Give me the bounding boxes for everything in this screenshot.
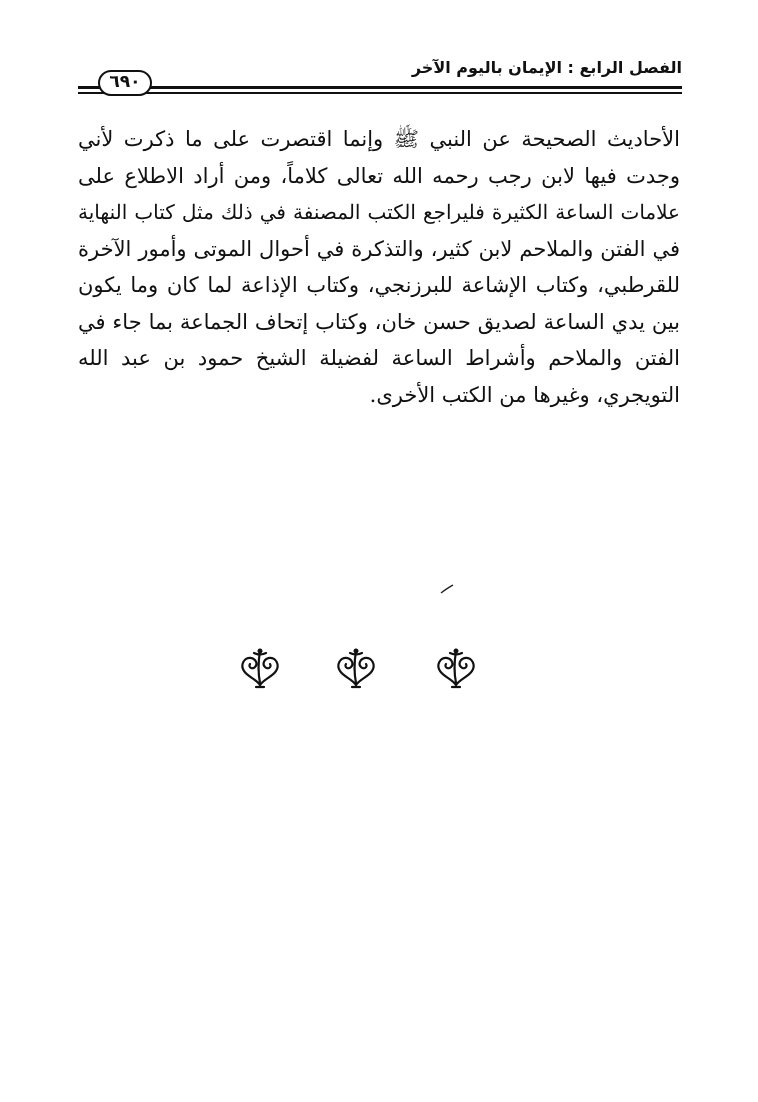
body-line-4: في الفتن والملاحم لابن كثير، والتذكرة في أحوال الموتى وأمور الآخرة <box>78 236 680 261</box>
fleuron-icon <box>332 645 380 691</box>
stray-mark <box>440 584 454 594</box>
body-line-6: بين يدي الساعة لصديق حسن خان، وكتاب إتحاف الجماعة بما جاء في <box>78 309 680 334</box>
section-end-ornaments <box>236 645 486 691</box>
page-header <box>78 56 682 100</box>
body-paragraph <box>78 121 680 413</box>
body-line-1: الأحاديث الصحيحة عن النبي ﷺ وإنما اقتصرت على ما ذكرت لأني <box>78 127 680 151</box>
body-line-3: علامات الساعة الكثيرة فليراجع الكتب المصنفة في ذلك مثل كتاب النهاية <box>78 200 680 224</box>
fleuron-icon <box>236 645 284 691</box>
body-line-7: الفتن والملاحم وأشراط الساعة لفضيلة الشيخ حمود بن عبد الله <box>78 346 681 370</box>
header-rule-thin <box>78 92 682 94</box>
header-rule-thick <box>78 86 682 89</box>
body-line-5: للقرطبي، وكتاب الإشاعة للبرزنجي، وكتاب الإذاعة لما كان وما يكون <box>78 273 680 297</box>
chapter-title: الفصل الرابع : الإيمان باليوم الآخر <box>411 58 682 77</box>
body-line-2: وجدت فيها لابن رجب رحمه الله تعالى كلاماً، ومن أراد الاطلاع على <box>78 163 680 188</box>
fleuron-icon <box>432 645 480 691</box>
page-number: ٦٩٠ <box>98 70 152 96</box>
body-line-8: التويجري، وغيرها من الكتب الأخرى. <box>369 382 680 407</box>
